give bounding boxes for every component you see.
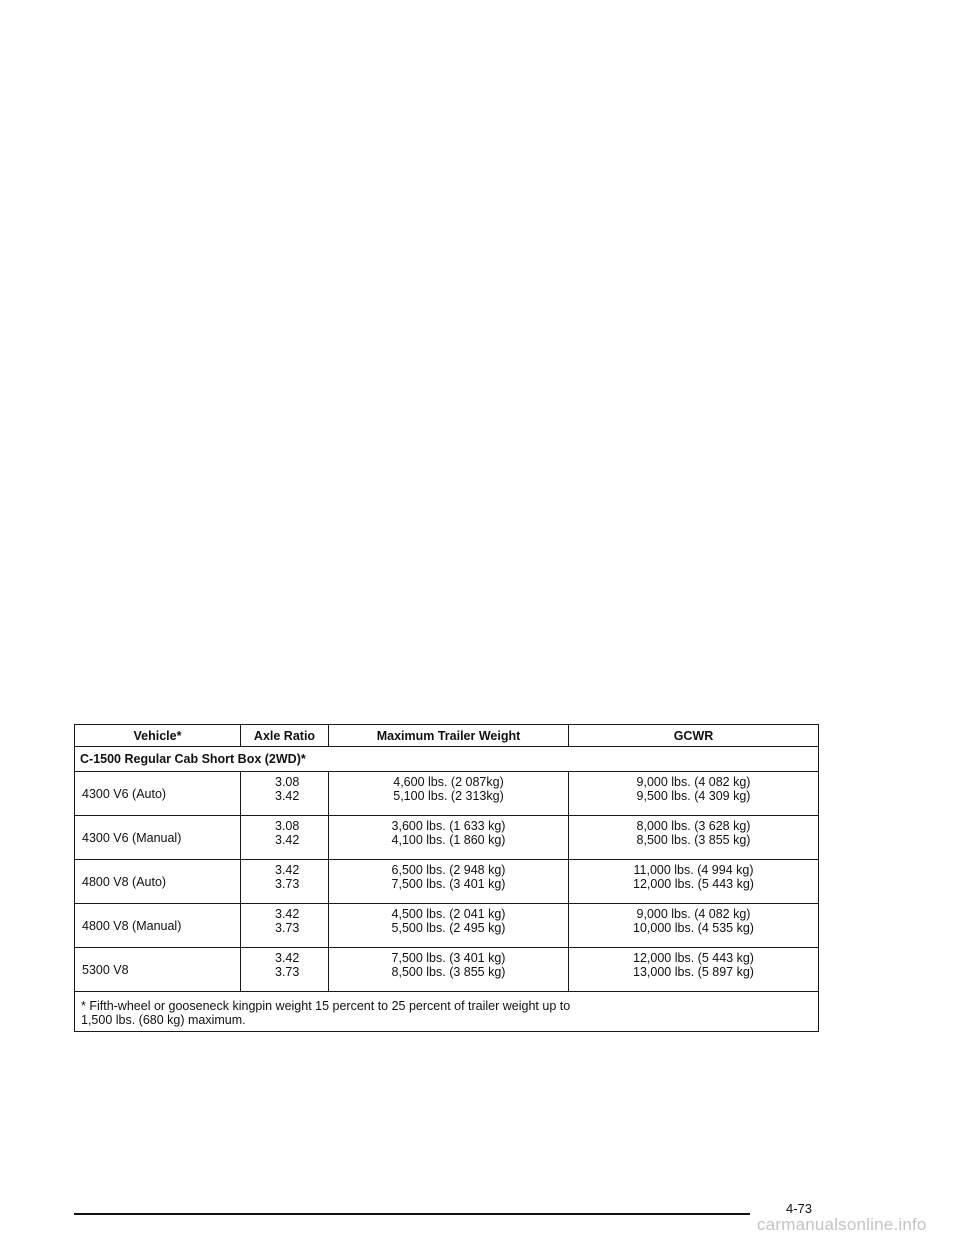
gcwr-value: 11,000 lbs. (4 994 kg): [633, 863, 754, 877]
gcwr-value: 9,000 lbs. (4 082 kg): [636, 907, 751, 921]
gcwr-cell: [569, 860, 819, 904]
axle-ratio-value: 3.73: [275, 965, 300, 979]
axle-ratio-value: 3.42: [275, 789, 300, 803]
gcwr-value: 8,000 lbs. (3 628 kg): [636, 819, 751, 833]
gcwr-value: 8,500 lbs. (3 855 kg): [636, 833, 751, 847]
table-row: [75, 904, 819, 948]
trailer-weight-value: 4,100 lbs. (1 860 kg): [391, 833, 506, 847]
axle-ratio-value: 3.42: [275, 907, 300, 921]
page-number: 4-73: [786, 1201, 813, 1216]
gcwr-value: 9,500 lbs. (4 309 kg): [636, 789, 751, 803]
gcwr-value: 12,000 lbs. (5 443 kg): [633, 877, 754, 891]
table-footnote-row: [75, 992, 819, 1032]
vehicle-cell: 4300 V6 (Auto): [75, 772, 241, 816]
header-axle-ratio: Axle Ratio: [241, 725, 329, 747]
table-row: [75, 948, 819, 992]
trailer-weight-table: [74, 724, 819, 1032]
axle-ratio-value: 3.73: [275, 877, 300, 891]
axle-ratio-cell: [241, 860, 329, 904]
axle-ratio-cell: [241, 904, 329, 948]
vehicle-cell: 5300 V8: [75, 948, 241, 992]
axle-ratio-value: 3.08: [275, 819, 300, 833]
table-group-row: [75, 747, 819, 772]
gcwr-value: 9,000 lbs. (4 082 kg): [636, 775, 751, 789]
header-gcwr: GCWR: [569, 725, 819, 747]
footnote-line: 1,500 lbs. (680 kg) maximum.: [81, 1013, 246, 1027]
axle-ratio-value: 3.73: [275, 921, 300, 935]
trailer-weight-value: 4,600 lbs. (2 087kg): [393, 775, 504, 789]
trailer-weight-value: 5,100 lbs. (2 313kg): [393, 789, 504, 803]
gcwr-cell: [569, 948, 819, 992]
header-max-trailer-weight: Maximum Trailer Weight: [329, 725, 569, 747]
trailer-weight-value: 5,500 lbs. (2 495 kg): [391, 921, 506, 935]
axle-ratio-value: 3.42: [275, 833, 300, 847]
table-row: [75, 772, 819, 816]
trailer-weight-cell: [329, 816, 569, 860]
axle-ratio-value: 3.42: [275, 951, 300, 965]
table-row: [75, 816, 819, 860]
footnote: [75, 992, 819, 1032]
trailer-weight-value: 3,600 lbs. (1 633 kg): [391, 819, 506, 833]
gcwr-value: 10,000 lbs. (4 535 kg): [633, 921, 754, 935]
trailer-weight-cell: [329, 904, 569, 948]
gcwr-cell: [569, 772, 819, 816]
axle-ratio-cell: [241, 816, 329, 860]
vehicle-cell: 4300 V6 (Manual): [75, 816, 241, 860]
group-title: C-1500 Regular Cab Short Box (2WD)*: [75, 747, 819, 772]
trailer-weight-value: 4,500 lbs. (2 041 kg): [391, 907, 506, 921]
footnote-line: * Fifth-wheel or gooseneck kingpin weight 15 percent to 25 percent of trailer weight up to: [81, 999, 571, 1013]
trailer-weight-cell: [329, 860, 569, 904]
trailer-weight-cell: [329, 772, 569, 816]
trailer-weight-cell: [329, 948, 569, 992]
vehicle-cell: 4800 V8 (Auto): [75, 860, 241, 904]
table-row: [75, 860, 819, 904]
axle-ratio-value: 3.42: [275, 863, 300, 877]
gcwr-value: 12,000 lbs. (5 443 kg): [633, 951, 754, 965]
trailer-weight-value: 8,500 lbs. (3 855 kg): [391, 965, 506, 979]
vehicle-cell: 4800 V8 (Manual): [75, 904, 241, 948]
trailer-weight-value: 7,500 lbs. (3 401 kg): [391, 877, 506, 891]
header-vehicle: Vehicle*: [75, 725, 241, 747]
watermark-text: carmanualsonline.info: [757, 1215, 927, 1234]
footer-divider: [74, 1213, 750, 1215]
gcwr-cell: [569, 816, 819, 860]
axle-ratio-cell: [241, 772, 329, 816]
gcwr-value: 13,000 lbs. (5 897 kg): [633, 965, 754, 979]
trailer-weight-value: 6,500 lbs. (2 948 kg): [391, 863, 506, 877]
trailer-weight-value: 7,500 lbs. (3 401 kg): [391, 951, 506, 965]
table-header-row: [75, 725, 819, 747]
gcwr-cell: [569, 904, 819, 948]
axle-ratio-value: 3.08: [275, 775, 300, 789]
axle-ratio-cell: [241, 948, 329, 992]
